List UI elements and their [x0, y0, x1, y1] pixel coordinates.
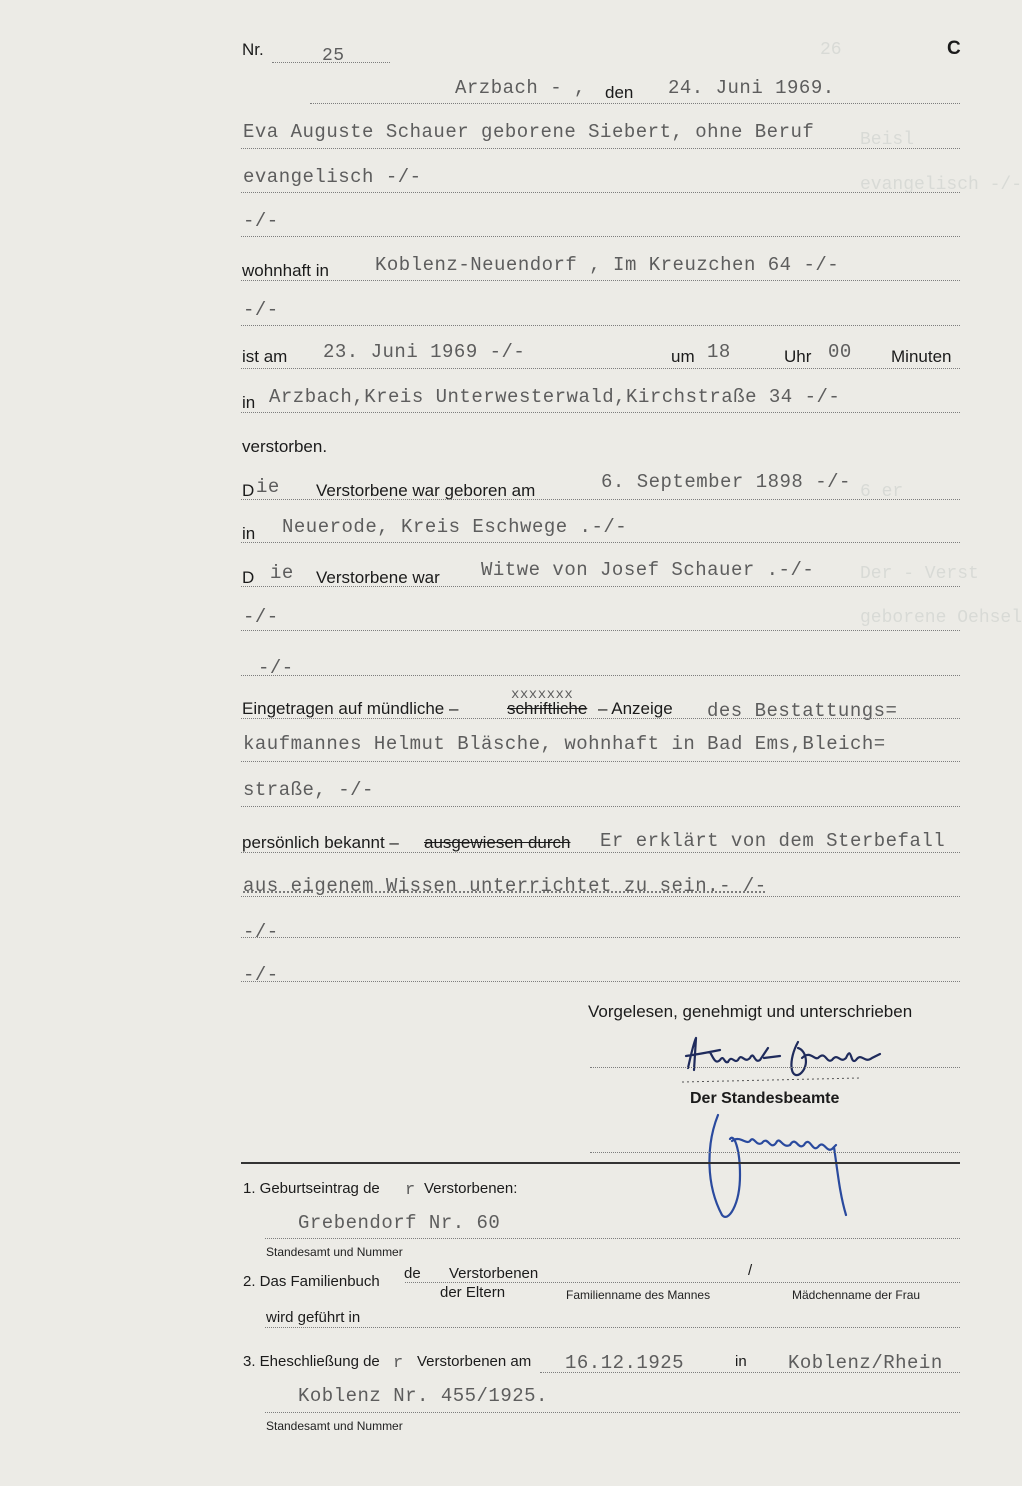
- birth-place: Neuerode, Kreis Eschwege .-/-: [282, 516, 628, 538]
- signature-rule: [590, 1067, 960, 1068]
- born-label: Verstorbene war geboren am: [316, 481, 536, 500]
- bleed-through-text: 26: [820, 40, 842, 60]
- blank-entry: -/-: [243, 210, 279, 232]
- corner-letter: C: [947, 38, 961, 59]
- informant-line-3: straße, -/-: [243, 779, 374, 801]
- blank-entry: -/-: [243, 964, 279, 986]
- ist-am-label: ist am: [242, 347, 288, 366]
- statement-line-2: aus eigenem Wissen unterrichtet zu sein.- /-: [243, 875, 767, 897]
- registrar-label: Der Standesbeamte: [690, 1090, 840, 1107]
- statement-line-1: Er erklärt von dem Sterbefall: [600, 830, 946, 852]
- verstorben-label: verstorben.: [242, 437, 328, 456]
- note1-label: 1. Geburtseintrag de: [243, 1180, 380, 1197]
- rule: [241, 280, 960, 281]
- note3-value: Koblenz Nr. 455/1925.: [298, 1385, 548, 1407]
- rule: [241, 896, 960, 897]
- rule: [241, 981, 960, 982]
- die-suffix: ie: [256, 476, 280, 498]
- rule: [241, 586, 960, 587]
- rule: [265, 1327, 960, 1328]
- rule: [241, 675, 960, 676]
- rule: [241, 499, 960, 500]
- registration-date: 24. Juni 1969.: [668, 77, 835, 99]
- residence: Koblenz-Neuendorf , Im Kreuzchen 64 -/-: [375, 254, 840, 276]
- death-place: Arzbach,Kreis Unterwesterwald,Kirchstraße 34 -/-: [269, 386, 841, 408]
- bleed-through-text: Beisl: [860, 130, 915, 150]
- die-prefix: D: [242, 481, 255, 500]
- note2-wird: wird geführt in: [266, 1309, 361, 1326]
- header-underline: [310, 103, 960, 104]
- minuten-label: Minuten: [891, 347, 952, 366]
- note2-mann: Familienname des Mannes: [566, 1288, 711, 1302]
- death-in-label: in: [242, 393, 256, 412]
- informant-line-1: des Bestattungs=: [707, 700, 898, 722]
- blank-entry: -/-: [243, 921, 279, 943]
- marriage-place: Koblenz/Rhein: [788, 1352, 943, 1374]
- death-date: 23. Juni 1969 -/-: [323, 341, 526, 363]
- wohnhaft-label: wohnhaft in: [242, 261, 329, 280]
- rule: [241, 852, 960, 853]
- rule: [241, 630, 960, 631]
- rule: [405, 1282, 960, 1283]
- rule: [265, 1238, 960, 1239]
- known-label: persönlich bekannt –: [242, 833, 399, 852]
- rule: [241, 761, 960, 762]
- schriftliche-struck: schriftliche: [507, 699, 588, 718]
- signature-rule: [590, 1152, 960, 1153]
- rule: [265, 1412, 960, 1413]
- rule: [241, 937, 960, 938]
- d-prefix: D: [242, 568, 255, 587]
- note3-in: in: [735, 1353, 747, 1370]
- note3-label-b: Verstorbenen am: [417, 1353, 532, 1370]
- rule: [241, 718, 960, 719]
- rule: [241, 192, 960, 193]
- rule: [241, 368, 960, 369]
- um-label: um: [671, 347, 695, 366]
- rule: [241, 236, 960, 237]
- registration-place: Arzbach - ,: [455, 77, 586, 99]
- struck-overtype: xxxxxxx: [511, 687, 574, 703]
- blank-entry: -/-: [243, 299, 279, 321]
- rule: [241, 148, 960, 149]
- note1-value: Grebendorf Nr. 60: [298, 1212, 501, 1234]
- marital-status: Witwe von Josef Schauer .-/-: [481, 559, 815, 581]
- note2-verstorbenen: Verstorbenen: [449, 1265, 539, 1282]
- note3-r: r: [393, 1354, 404, 1373]
- eingetragen-label: Eingetragen auf mündliche –: [242, 699, 459, 718]
- registrar-signature: [700, 1105, 870, 1225]
- anzeige-label: – Anzeige: [598, 699, 673, 718]
- rule: [241, 325, 960, 326]
- status-label: Verstorbene war: [316, 568, 440, 587]
- rule: [241, 412, 960, 413]
- rule: [241, 542, 960, 543]
- blank-entry: -/-: [258, 657, 294, 679]
- death-minutes: 00: [828, 341, 852, 363]
- nr-label: Nr.: [242, 40, 264, 59]
- read-approved-label: Vorgelesen, genehmigt und unterschrieben: [588, 1002, 913, 1021]
- note2-label: 2. Das Familienbuch: [243, 1273, 380, 1290]
- note2-eltern: der Eltern: [440, 1284, 506, 1301]
- den-label: den: [605, 83, 634, 102]
- note2-frau: Mädchenname der Frau: [792, 1288, 921, 1302]
- bleed-through-text: geborene Oehsel: [860, 608, 1022, 628]
- note2-de: de: [404, 1265, 421, 1282]
- note1-r: r: [405, 1181, 416, 1200]
- bleed-through-text: evangelisch -/-: [860, 175, 1022, 195]
- informant-line-2: kaufmannes Helmut Bläsche, wohnhaft in Bad Ems,Bleich=: [243, 733, 886, 755]
- informant-signature: [680, 1030, 910, 1090]
- note1-sub: Standesamt und Nummer: [266, 1245, 403, 1259]
- rule: [540, 1372, 960, 1373]
- deceased-name: Eva Auguste Schauer geborene Siebert, ohne Beruf: [243, 121, 815, 143]
- blank-entry: -/-: [243, 606, 279, 628]
- birth-date: 6. September 1898 -/-: [601, 471, 851, 493]
- religion: evangelisch -/-: [243, 166, 422, 188]
- ie-suffix: ie: [270, 562, 294, 584]
- note2-slash: /: [748, 1262, 753, 1279]
- uhr-label: Uhr: [784, 347, 812, 366]
- death-hour: 18: [707, 341, 731, 363]
- marriage-date: 16.12.1925: [565, 1352, 685, 1374]
- notes-divider: [241, 1162, 960, 1164]
- nr-underline: [272, 62, 390, 63]
- ausgewiesen-struck: ausgewiesen durch: [424, 833, 571, 852]
- nr-value: 25: [322, 46, 345, 66]
- bleed-through-text: 6 er: [860, 482, 904, 502]
- bleed-through-text: Der - Verst: [860, 564, 979, 584]
- note1-label-b: Verstorbenen:: [424, 1180, 518, 1197]
- rule: [241, 806, 960, 807]
- note3-label: 3. Eheschließung de: [243, 1353, 380, 1370]
- note3-sub: Standesamt und Nummer: [266, 1419, 403, 1433]
- birth-in-label: in: [242, 524, 256, 543]
